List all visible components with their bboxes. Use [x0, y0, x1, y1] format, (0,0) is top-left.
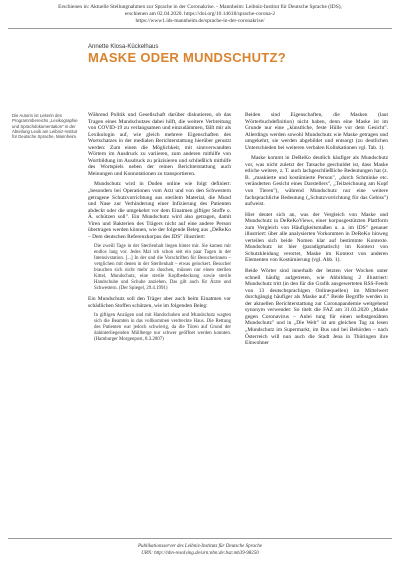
- footer-divider: [8, 538, 392, 539]
- left-column: [88, 112, 231, 347]
- author-note: Die Autorin ist Leiterin des Programmbereichs „Lexikographie und Sprachdokumentation" in der Abteilung Lexik am Leibniz-Institut für Deutsche Sprache, Mannheim.: [12, 113, 78, 140]
- paragraph: Beide Wörter sind innerhalb der letzten vier Wochen unter schnell häufig aufgetreten, wie Abbildung 2 illustriert: Mundschutz tritt (in den für die Grafik ausgewerteten RSS-Feeds von 13 deutschsprachigen Onlinequellen) im Mittelwert durchgängig häufiger als Maske auf.° Beide Begriffe werden in der aktuellen Berichterstattung zur Coronapandemie weitgehend synonym verwendet: So titelt die FAZ am 31.03.2020 „Maske gegen Coronavirus – Anlei tung für einen selbstgenähten Mundschutz" und in „Die Welt" ist am gleichen Tag zu lesen „Mundschutz im Supermarkt, im Bus und bei Behörden – nach Österreich will nun auch die Stadt Jena in Thüringen ihre Einwohner: [245, 268, 388, 347]
- paragraph: Beiden sind Eigenschaften, die Masken (laut Wörterbuchdefinition) nicht haben, denn eine Maske ist im Grunde nur eine „künstliche, feste Hülle vor dem Gesicht". Allerdings werden sowohl Mundschutz wie Maske getragen und umgekehrt, sie werden abgebildet und entsorgt (zu deutlichen Unterschieden bei weiteren verbalen Kollokationen vgl. Tab. 1).: [245, 112, 388, 151]
- article-title: MASKE ODER MUNDSCHUTZ?: [88, 50, 286, 65]
- header-line-1: Erschienen in: Aktuelle Stellungnahmen zur Sprache in der Coronakrise. - Mannheim: Leibniz-Institut für Deutsche Sprache (IDS),: [58, 4, 342, 10]
- article-author: Annette Klosa-Kückelhaus: [88, 44, 159, 50]
- header-divider: [8, 28, 392, 29]
- header-link[interactable]: https://www1.ids-mannheim.de/sprache-in-der-coronakrise/: [135, 18, 265, 24]
- footer-line-1: Publikationsserver des Leibniz-Instituts für Deutsche Sprache: [137, 544, 262, 549]
- publication-header: [0, 4, 400, 25]
- paragraph: Maske kommt in DeReKo deutlich häufiger als Mundschutz vor, was nicht zuletzt der Tatsache geschuldet ist, dass Maske etliche weitere, z. T. auch lachgeschließliche Bedeutungen hat (z. B. „maskierte und kostümierte Person", „durch Schminke etc. veränderten Gesicht eines Darstellers", „Teilzeichnung am Kopf von Tieren"), während Mundschutz nur eine weitere fachsprachliche Bedeutung („Schutzvorrichtung für das Gebiss") aufweist.: [245, 155, 388, 208]
- footer-urn-link[interactable]: URN: http://nbn-resolving.de/urn:nbn:de:bsz:mh39-98250: [141, 550, 259, 556]
- block-quote: Die zweill Tage in der Sterilenhalt liegen hinter mir. Sie kamen mir endlos lang vor. Jedes Mal ich schon seit ein paar Tagen in der Intensivstation. [...] In der und die Vorschriften für Besucherinnen – verglichen mit denen in der Sterilenhalt – etwas gelockert. Besucher brauchen sich nicht mehr zu duschen, müssen nur einen sterilen Kittel, Mundschutz, eine sterile Kopfbedeckung sowie sterile Handschuhe und Schuhe anziehen. Das gilt auch für Ärzte und Schwestern. (Der Spiegel, 29.4.1991): [94, 244, 231, 292]
- right-column: [245, 112, 388, 351]
- paragraph: Ein Mundschutz soll den Träger aber auch beim Einatmen vor schädlichen Stoffen schützen, wie im folgenden Beleg:: [88, 296, 231, 309]
- publication-footer: [0, 544, 400, 557]
- block-quote: In giftigen Anzügen und mit Handschuhen und Mundschutz wagten sich die Beamten in das vollkommen verdreckte Haus. Die Rettung des Patienten war jedoch schwierig, da die Türen auf Grund der dahinterliegenden Müllberge nur schwer geöffnet werden konnten. (Hamburger Morgenpost, 8.3.2007): [94, 313, 231, 343]
- header-line-2: erschienen am 02.04.2020. https://doi.org/10.14618/sprache-corona-2: [124, 11, 276, 17]
- paragraph: Während Politik und Gesellschaft darüber diskutieren, ob das Tragen eines Mundschutzes dabei hilft, die weitere Verbreitung von COVID-19 zu verlangsamen und einzudämmen, fällt mir als Lexikologin auf, wie gleich mehrere Eigenschaften des Wortschatzes in der medialen Berichterstattung hierüber genutzt werden: Zum einen die Möglichkeit, mit sinnverwandten Wörtern im Ausdruck zu variieren, zum anderen mithilfe von Wortbildung im Ausdruck zu präzisieren und schließlich mithilfe des Wortspiels neben der reinen Berichterstattung auch Meinungen und Konnotationen zu transportieren.: [88, 112, 231, 177]
- paragraph: Hier deutet sich an, was der Vergleich von Maske und Mundschutz in DeReKoViews, einer korpusgestützten Plattform zum Vergleich von Häufigkeitsmaßen u. a. im IDS" genauer illustriert: über alle analysierten Vorkommen in DeReKo hinweg verteilen sich beide Nomen klar auf bestimmte Kontexte. Mundschutz ist hier (paradigmatisch) im Kontext von Schutzkleidung verortet, Maske im Kontext von anderen Elementen von Kostümierung (vgl. Abb. 1).: [245, 211, 388, 264]
- paragraph: Mundschutz wird in Duden online wie folgt definiert: „besonders bei Operationen vom Arzt und von den Schwestern getragene Schutzvorrichtung aus sterilem Material, die Mund und Nase zur Verhinderung einer Infizierung des Patienten abdeckt oder die umgekehrt vor dem Einatmen giftiger Stoffe o. Ä. schützen soll". Ein Mundschutz wird also getragen, damit Viren und Bakterien des Trägers nicht auf eine andere Person übertragen werden können, wie der folgende Beleg aus „DeReKo – Dem deutschen Referenzkorpus des IDS" illustriert:: [88, 181, 231, 240]
